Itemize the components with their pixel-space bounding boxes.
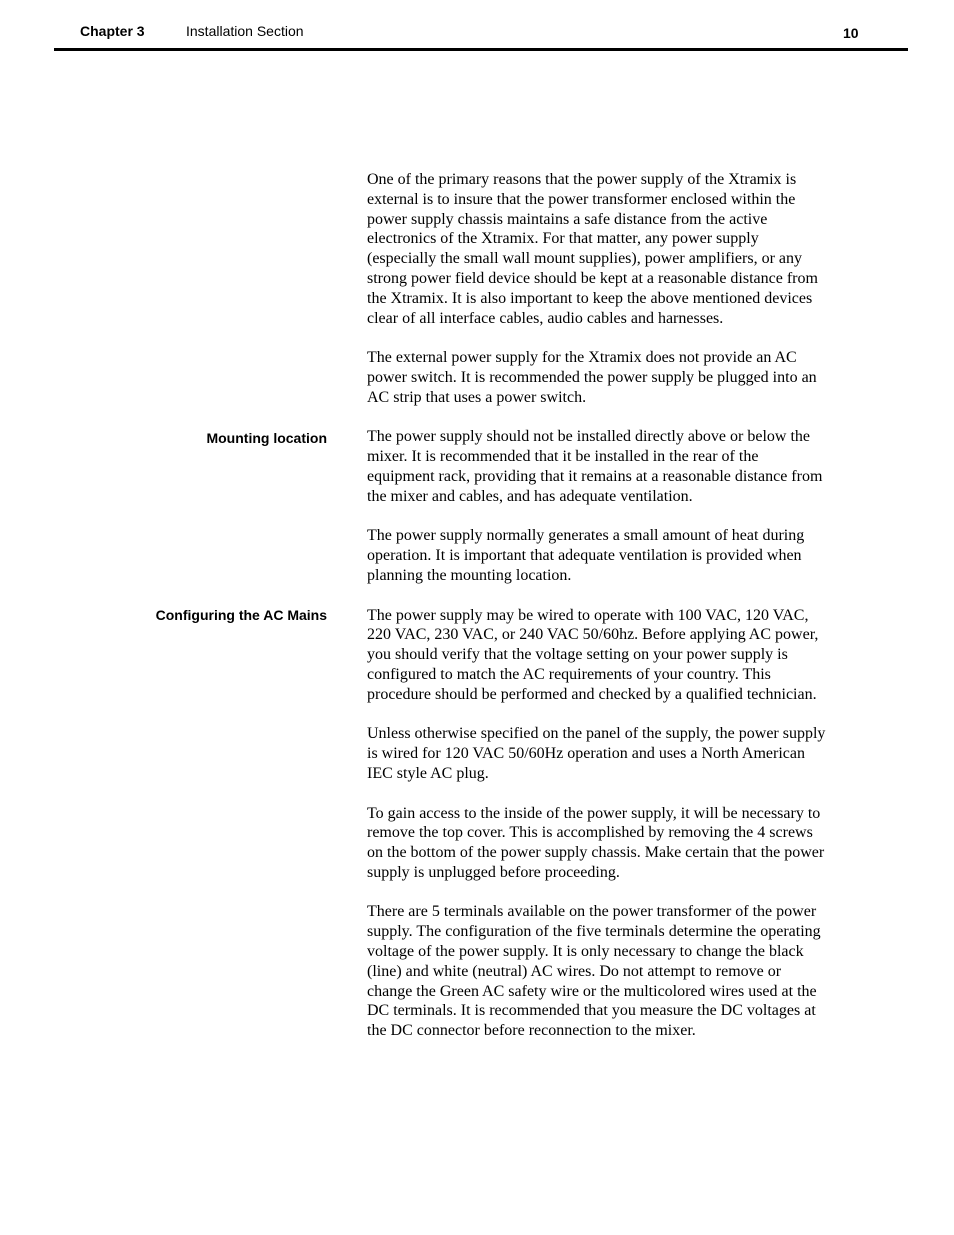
paragraph-external-supply: One of the primary reasons that the power supply of the Xtramix is external is to insure that the power transformer enclosed within the power supply chassis maintains a safe distance from the active electronics of the Xtramix. For that matter, any power supply (especially the small wall mount supplies), power amplifiers, or any strong power field device should be kept at a reasonable distance from the Xtramix. It is also important to keep the above mentioned devices clear of all interface cables, audio cables and harnesses. [367,171,818,327]
side-heading-mounting-location: Mounting location [206,430,327,446]
chapter-label: Chapter 3 [80,23,145,39]
side-heading-configuring-ac-mains: Configuring the AC Mains [155,607,327,623]
paragraph-default-wiring: Unless otherwise specified on the panel of the supply, the power supply is wired for 120 VAC 50/60Hz operation and uses a North American IEC style AC plug. [367,725,826,782]
header-divider [54,48,908,51]
paragraph-terminals: There are 5 terminals available on the power transformer of the power supply. The configuration of the five terminals determine the operating voltage of the power supply. It is only necessary to change the black (line) and white (neutral) AC wires. Do not attempt to remove or change the Green AC safety wire or the multicolored wires used at the DC terminals. It is recommended that you measure the DC voltages at the DC connector before reconnection to the mixer. [367,903,821,1040]
paragraph-voltage-options: The power supply may be wired to operate with 100 VAC, 120 VAC, 220 VAC, 230 VAC, or 240 VAC 50/60hz. Before applying AC power, you should verify that the voltage setting on your power supply is configured to match the AC requirements of your country. This procedure should be performed and checked by a qualified technician. [367,606,819,703]
paragraph-cover-access: To gain access to the inside of the power supply, it will be necessary to remove the top cover. This is accomplished by removing the 4 screws on the bottom of the power supply chassis. Make certain that the power supply is unplugged before proceeding. [367,804,825,881]
page-number: 10 [843,25,859,41]
paragraph-ventilation: The power supply normally generates a small amount of heat during operation. It is important that adequate ventilation is provided when planning the mounting location. [367,527,805,584]
paragraph-power-switch: The external power supply for the Xtramix does not provide an AC power switch. It is recommended the power supply be plugged into an AC strip that uses a power switch. [367,349,817,406]
body-text-column [367,170,867,1061]
section-title: Installation Section [186,23,304,39]
paragraph-mounting-placement: The power supply should not be installed directly above or below the mixer. It is recommended that it be installed in the rear of the equipment rack, providing that it remains at a reasonable distance from the mixer and cables, and has adequate ventilation. [367,428,823,505]
